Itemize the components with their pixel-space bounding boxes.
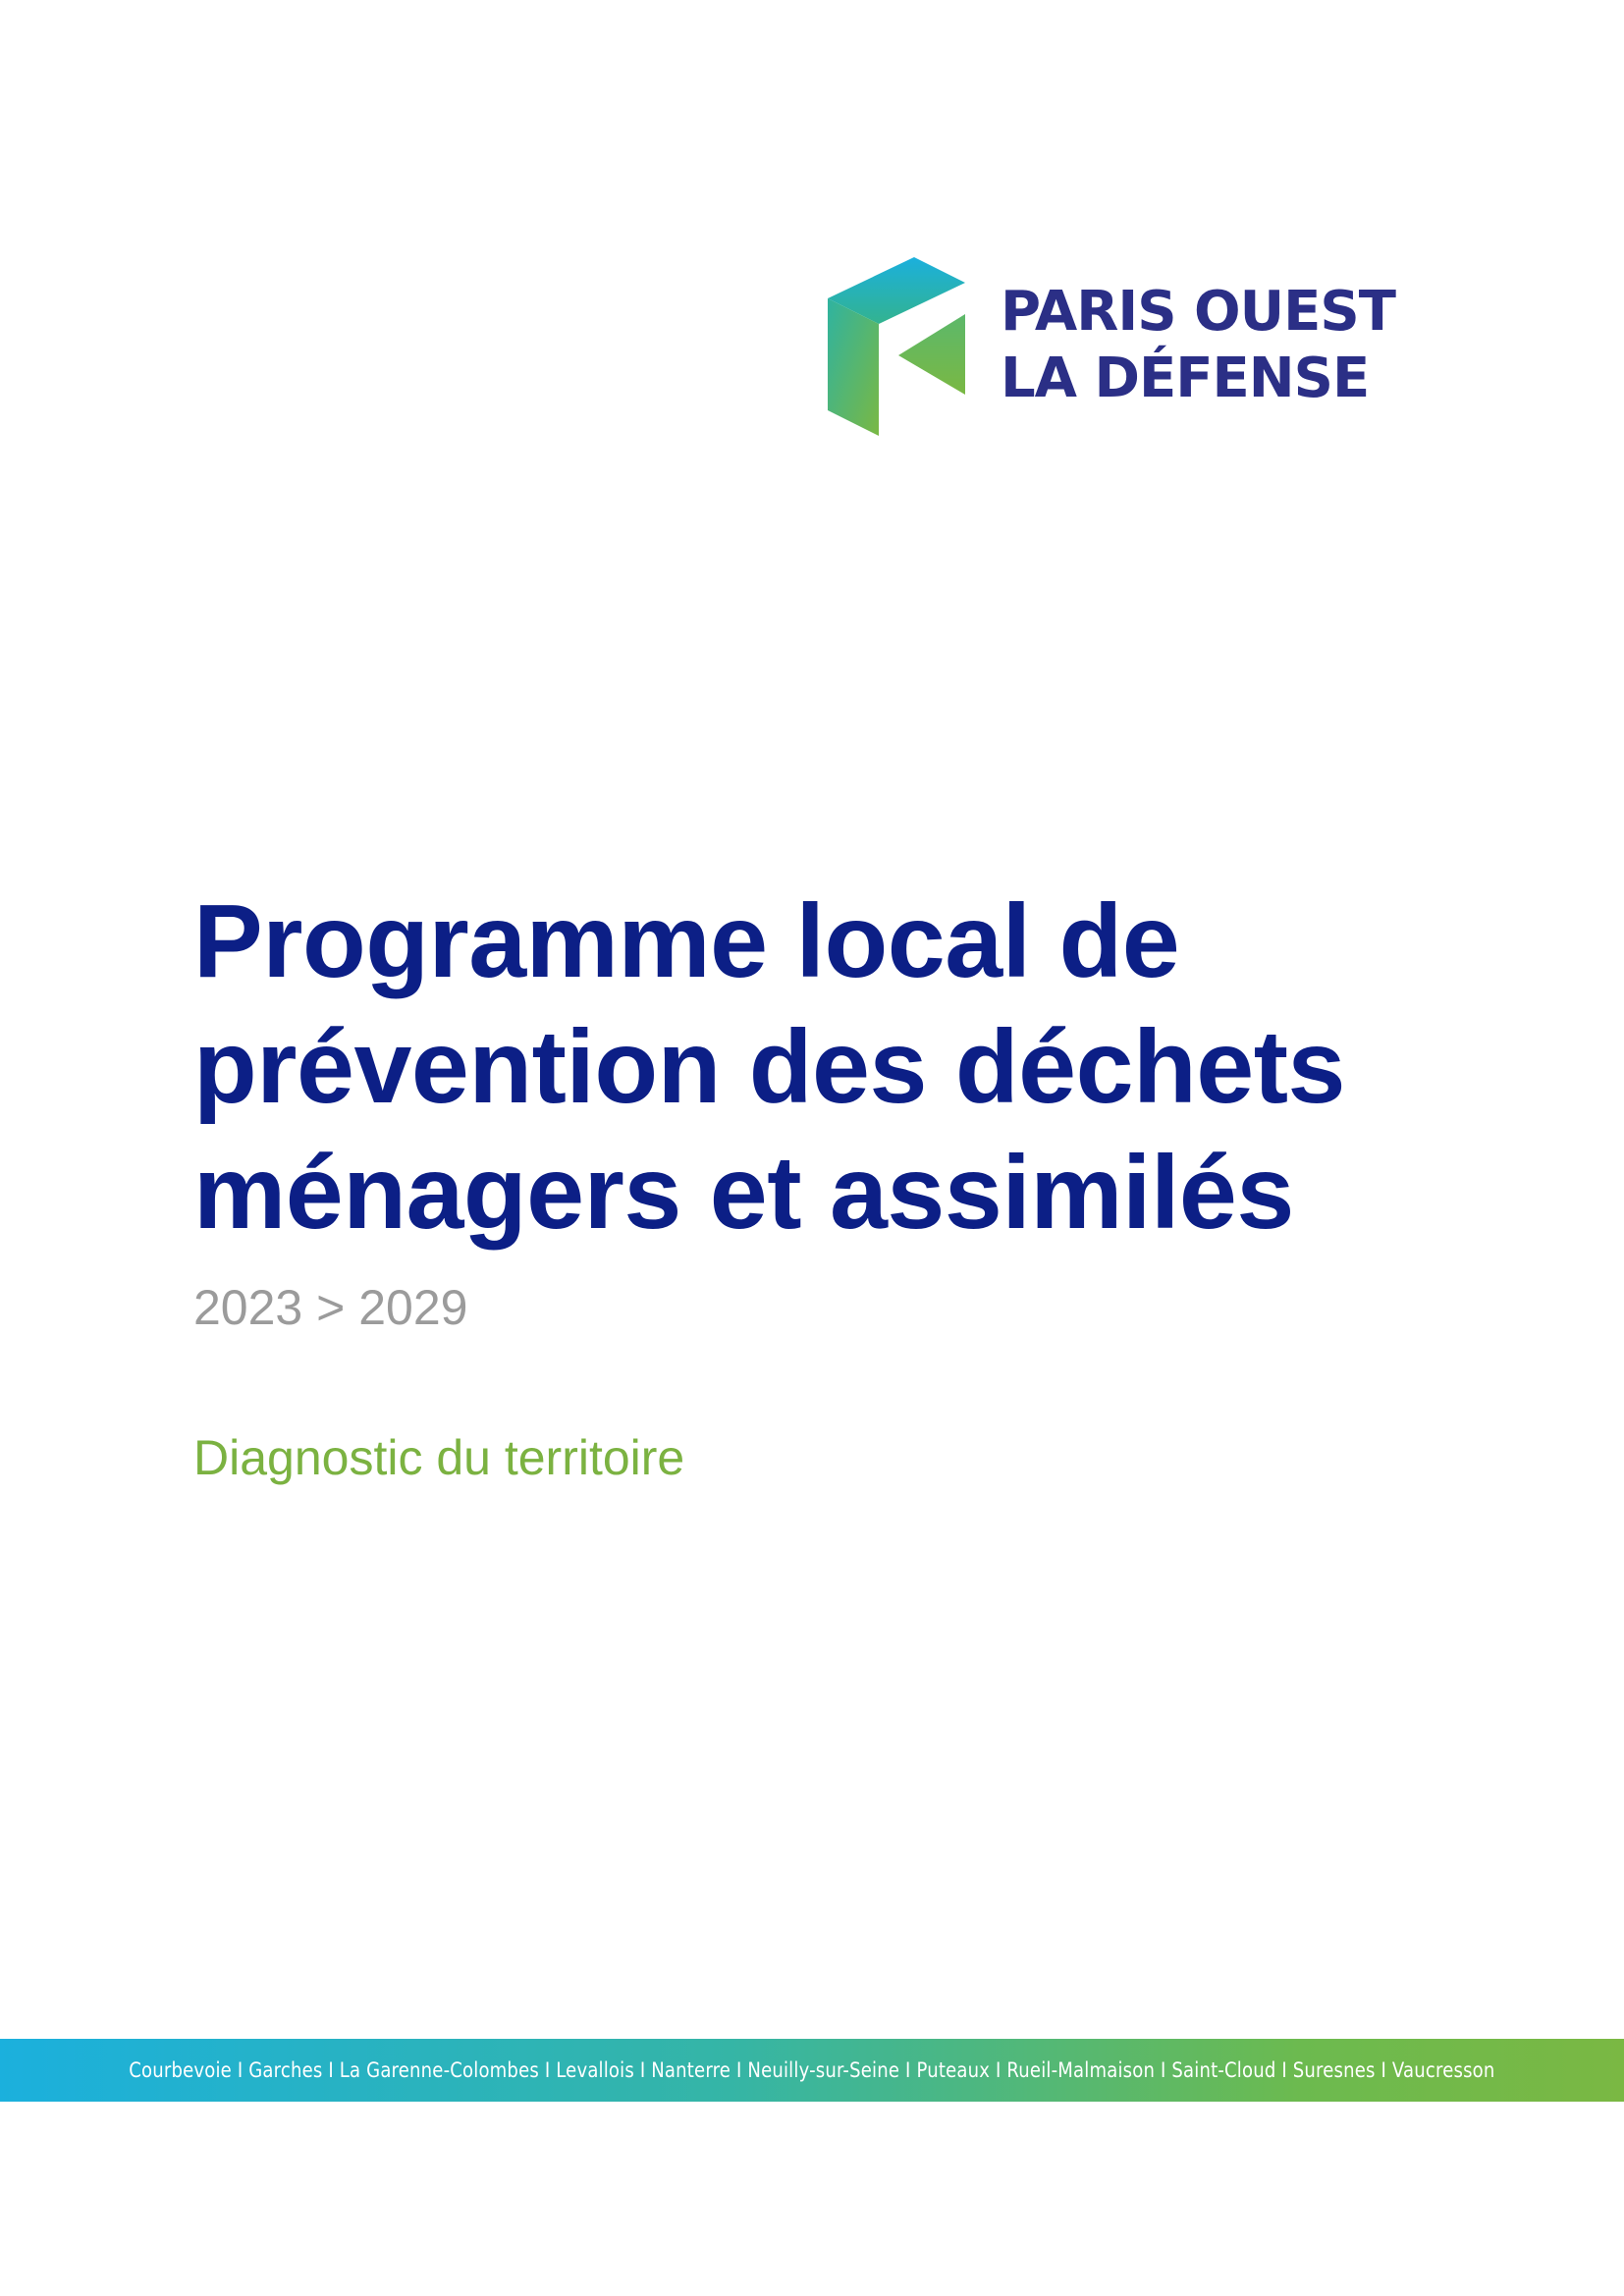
footer-cities: Courbevoie I Garches I La Garenne-Colombes I Levallois I Nanterre I Neuilly-sur-Seine I Puteaux I Rueil-Malmaison I Saint-Cloud I Suresnes I Vaucresson xyxy=(129,2058,1495,2082)
document-title xyxy=(193,879,1470,1255)
logo-line-2: LA DÉFENSE xyxy=(1001,347,1370,410)
title-line-3: ménagers et assimilés xyxy=(193,1135,1294,1251)
title-line-2: prévention des déchets xyxy=(193,1009,1346,1125)
period-years: 2023 > 2029 xyxy=(193,1280,468,1335)
title-line-1: Programme local de xyxy=(193,883,1180,999)
document-subtitle: Diagnostic du territoire xyxy=(193,1430,685,1485)
logo-mark-icon xyxy=(828,257,965,436)
paris-ouest-la-defense-logo xyxy=(828,257,1436,436)
title-block xyxy=(193,879,1470,1255)
logo-line-1: PARIS OUEST xyxy=(1001,280,1395,344)
footer-band xyxy=(0,2039,1624,2102)
logo-wordmark xyxy=(1001,279,1395,412)
